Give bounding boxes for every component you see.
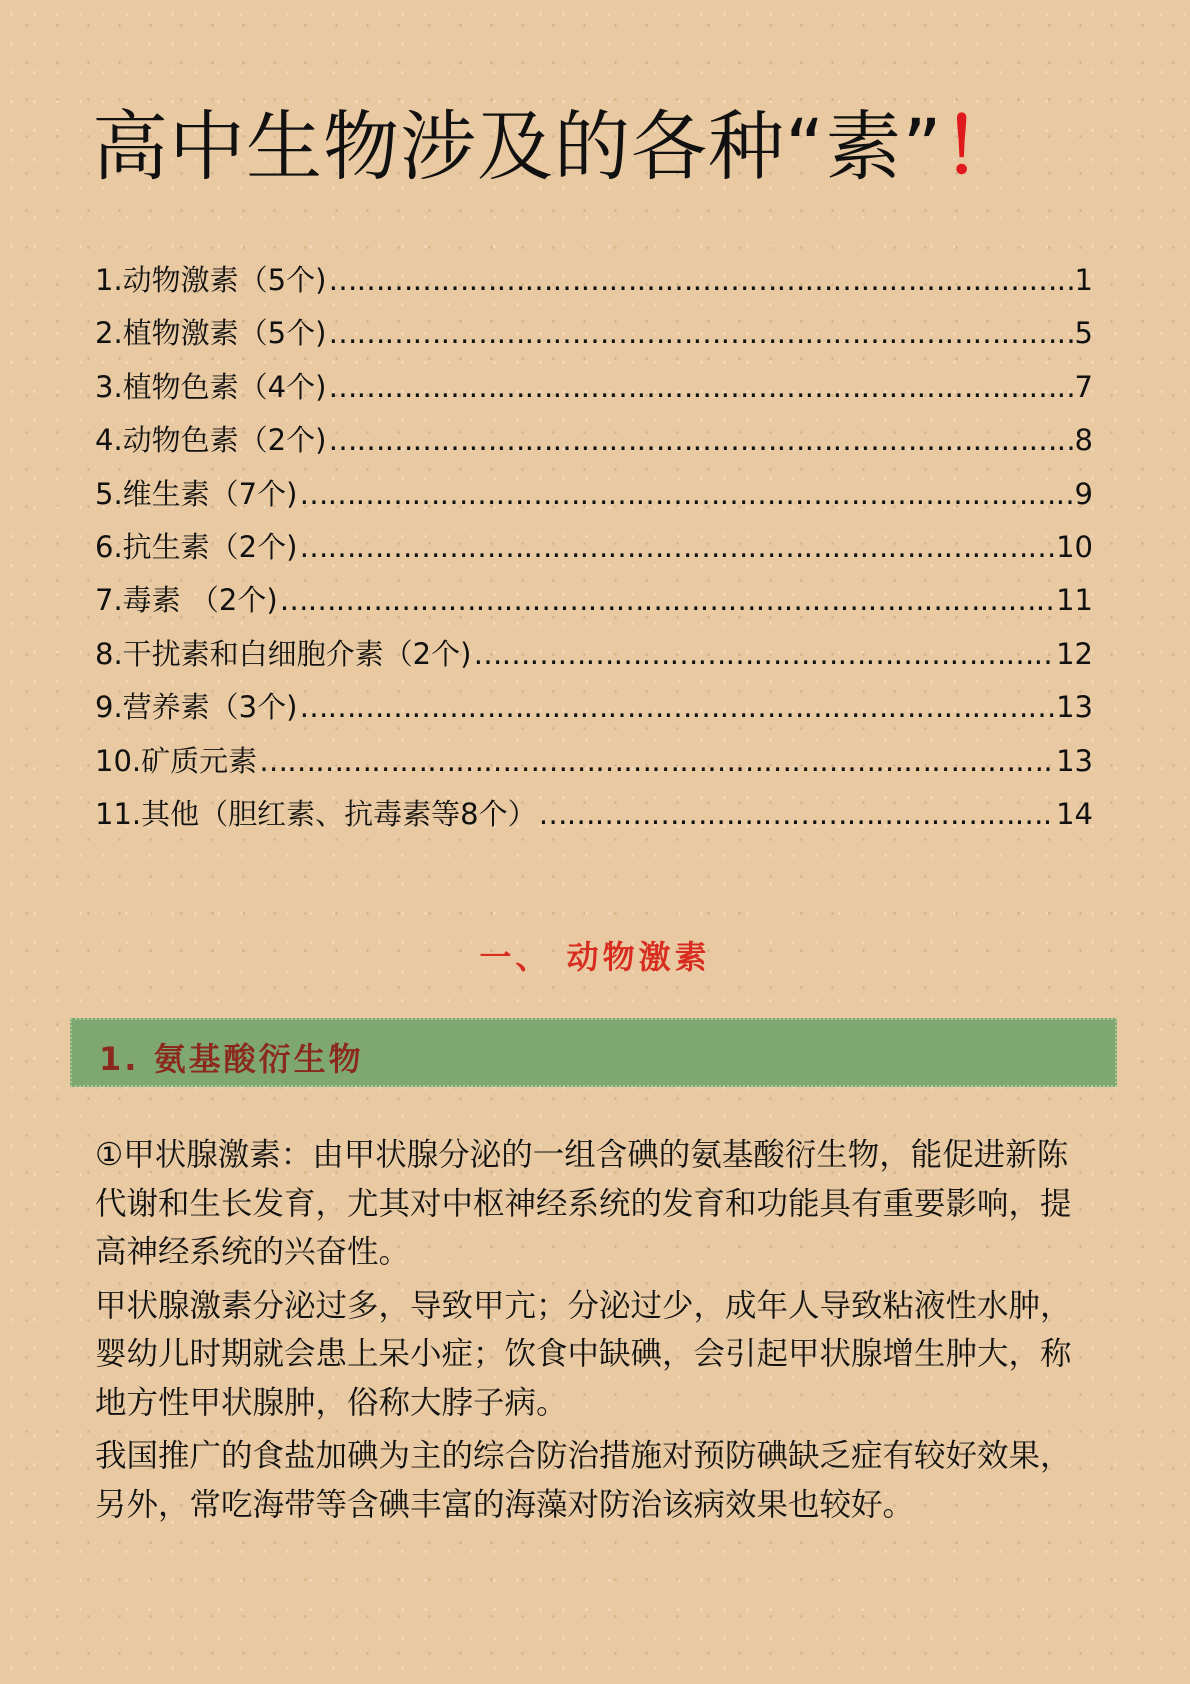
- paragraph: 我国推广的食盐加碘为主的综合防治措施对预防碘缺乏症有较好效果，另外，常吃海带等含碘丰富的海藻对防治该病效果也较好。: [95, 1438, 1072, 1523]
- toc-label: 7.毒素 （2个): [95, 583, 278, 618]
- subsection-banner: [70, 1018, 1117, 1087]
- toc-page-number: 13: [1056, 743, 1093, 778]
- toc-label: 9.营养素（3个): [95, 690, 298, 725]
- toc-entry[interactable]: [95, 365, 1093, 418]
- page-title: [92, 102, 1020, 192]
- paragraph: 甲状腺激素分泌过多，导致甲亢；分泌过少，成年人导致粘液性水肿，婴幼儿时期就会患上呆小症；饮食中缺碘，会引起甲状腺增生肿大，称地方性甲状腺肿，俗称大脖子病。: [95, 1287, 1072, 1421]
- dot-leader: [299, 530, 1054, 564]
- dot-leader: [259, 744, 1054, 778]
- toc-page-number: 7: [1074, 369, 1093, 404]
- toc-page-number: 11: [1056, 583, 1093, 618]
- exclamation-mark: ！: [942, 102, 1020, 191]
- toc-entry[interactable]: [95, 258, 1093, 311]
- dot-leader: [328, 263, 1072, 297]
- toc-page-number: 5: [1074, 316, 1093, 351]
- dot-leader: [328, 423, 1072, 457]
- toc-entry[interactable]: [95, 525, 1093, 578]
- subsection-heading: 1. 氨基酸衍生物: [99, 1040, 364, 1078]
- toc-label: 1.动物激素（5个): [95, 263, 327, 297]
- toc-label: 5.维生素（7个): [95, 476, 298, 511]
- dot-leader: [328, 316, 1072, 350]
- toc-label: 10.矿质元素: [95, 743, 258, 778]
- dot-leader: [280, 583, 1054, 617]
- toc-entry[interactable]: [95, 578, 1093, 631]
- toc-entry[interactable]: [95, 418, 1093, 471]
- toc-entry[interactable]: [95, 311, 1093, 364]
- toc-label: 8.干扰素和白细胞介素（2个): [95, 636, 472, 671]
- toc-label: 3.植物色素（4个): [95, 369, 327, 404]
- toc-entry[interactable]: [95, 472, 1093, 525]
- toc-page-number: 14: [1056, 796, 1093, 831]
- dot-leader: [473, 637, 1054, 671]
- dot-leader: [539, 797, 1055, 831]
- toc-label: 2.植物激素（5个): [95, 316, 327, 351]
- toc-page-number: 9: [1074, 476, 1093, 511]
- toc-page-number: 8: [1074, 423, 1093, 458]
- section-heading: 一、 动物激素: [479, 938, 711, 976]
- toc-page-number: 10: [1056, 529, 1093, 564]
- toc-label: 4.动物色素（2个): [95, 423, 327, 458]
- toc-label: 11.其他（胆红素、抗毒素等8个）: [95, 796, 537, 831]
- dot-leader: [299, 477, 1072, 511]
- toc-page-number: 13: [1056, 690, 1093, 725]
- dot-leader: [299, 690, 1054, 724]
- dot-leader: [328, 370, 1072, 404]
- toc-label: 6.抗生素（2个): [95, 529, 298, 564]
- table-of-contents: [95, 258, 1093, 845]
- paragraph: ①甲状腺激素：由甲状腺分泌的一组含碘的氨基酸衍生物，能促进新陈代谢和生长发育，尤其对中枢神经系统的发育和功能具有重要影响，提高神经系统的兴奋性。: [95, 1137, 1072, 1270]
- toc-page-number: 1: [1074, 263, 1093, 297]
- toc-page-number: 12: [1056, 636, 1093, 671]
- toc-entry[interactable]: [95, 685, 1093, 738]
- toc-entry[interactable]: [95, 632, 1093, 685]
- toc-entry[interactable]: [95, 792, 1093, 845]
- body-text: [95, 1131, 1090, 1534]
- title-text: 高中生物涉及的各种“素”: [92, 102, 943, 191]
- toc-entry[interactable]: [95, 739, 1093, 792]
